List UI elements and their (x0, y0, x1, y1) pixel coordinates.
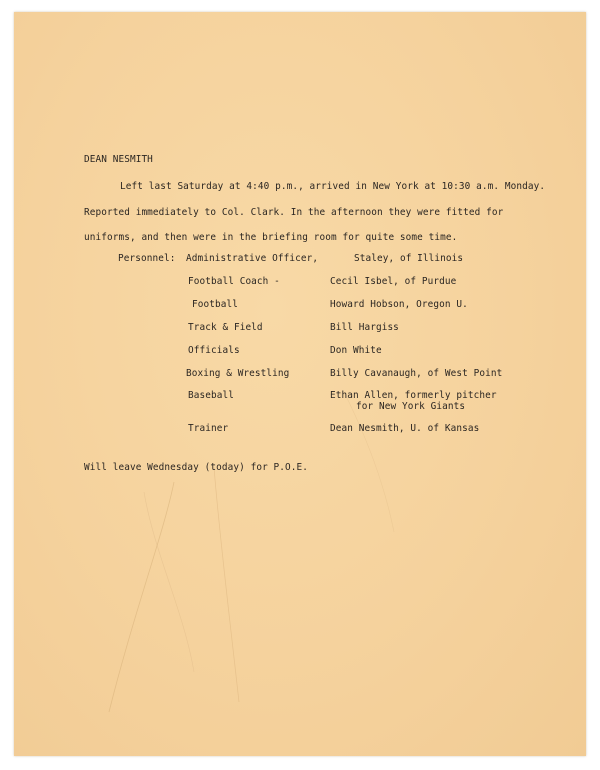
personnel-role: Boxing & Wrestling (186, 368, 290, 379)
body-line-2: Reported immediately to Col. Clark. In the afternoon they were fitted for (84, 207, 504, 218)
personnel-name-continued: for New York Giants (356, 401, 466, 412)
personnel-name: Ethan Allen, formerly pitcher (330, 390, 497, 401)
personnel-role: Track & Field (188, 322, 263, 333)
document-page (14, 12, 586, 756)
personnel-role: Administrative Officer, (186, 253, 319, 264)
personnel-role: Football Coach - (188, 276, 280, 287)
personnel-role: Trainer (188, 423, 229, 434)
personnel-name: Howard Hobson, Oregon U. (330, 299, 468, 310)
personnel-name: Dean Nesmith, U. of Kansas (330, 423, 480, 434)
personnel-role: Football (192, 299, 238, 310)
personnel-role: Officials (188, 345, 240, 356)
personnel-name: Billy Cavanaugh, of West Point (330, 368, 503, 379)
personnel-name: Don White (330, 345, 382, 356)
memo-heading: DEAN NESMITH (84, 154, 153, 165)
personnel-name: Bill Hargiss (330, 322, 399, 333)
body-line-1: Left last Saturday at 4:40 p.m., arrived in New York at 10:30 a.m. Monday. (120, 181, 546, 192)
personnel-name: Staley, of Illinois (354, 253, 464, 264)
paper-crease-marks (14, 12, 586, 756)
body-line-3: uniforms, and then were in the briefing room for quite some time. (84, 232, 458, 243)
personnel-label: Personnel: (118, 253, 176, 264)
closing-line: Will leave Wednesday (today) for P.O.E. (84, 462, 309, 473)
personnel-role: Baseball (188, 390, 234, 401)
personnel-name: Cecil Isbel, of Purdue (330, 276, 457, 287)
